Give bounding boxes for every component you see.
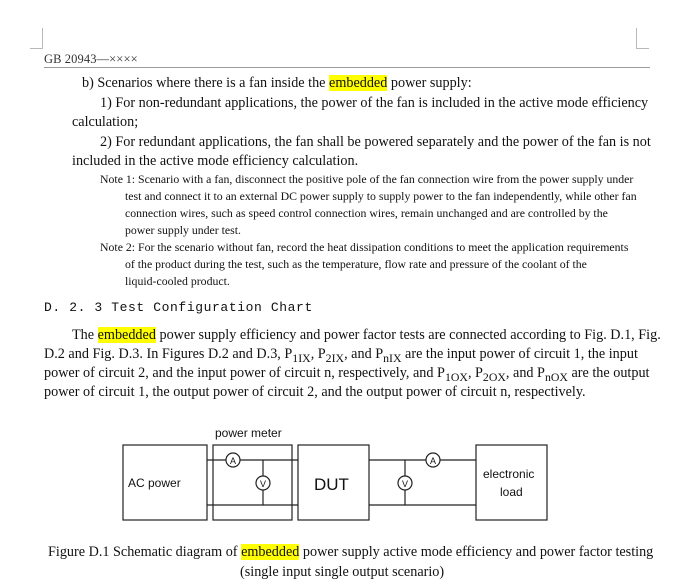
d23-para-line-3: power of circuit 2, and the input power of circuit n, respectively, and $P_{1OX}$, $P_{2OX}$, and $P_{nOX}$ are the output — [44, 365, 650, 384]
search-highlight: embedded — [329, 75, 388, 91]
d23-para-line-4: power of circuit 1, the output power of circuit 2, and the output power of circuit n, respectively. — [44, 384, 586, 400]
output-ammeter-symbol: A — [429, 456, 437, 466]
document-header-id: GB 20943—×××× — [44, 52, 138, 66]
note-2-line-3: liquid-cooled product. — [125, 274, 230, 288]
item-1-line-2: calculation; — [72, 114, 139, 130]
item-2-line-1: 2) For redundant applications, the fan shall be powered separately and the power of the fan is not — [100, 134, 651, 150]
electronic-load-box — [476, 445, 547, 520]
item-1-line-1: 1) For non-redundant applications, the power of the fan is included in the active mode efficiency — [100, 95, 649, 111]
figure-caption-line-2: (single input single output scenario) — [240, 564, 445, 580]
d23-para-line-1: The embedded power supply efficiency and power factor tests are connected according to Fig. D.1, Fig. — [72, 327, 661, 343]
note-2-line-2: of the product during the test, such as the temperature, flow rate and pressure of the coolant of the — [125, 257, 587, 271]
item-2-line-2: included in the active mode efficiency calculation. — [72, 153, 359, 169]
power-meter-box — [213, 445, 292, 520]
ac-power-label: AC power — [128, 476, 181, 490]
search-highlight: embedded — [241, 544, 300, 560]
power-meter-label: power meter — [215, 426, 282, 440]
d23-para-line-2: D.2 and Fig. D.3. In Figures D.2 and D.3, $P_{1IX}$, $P_{2IX}$, and $P_{nIX}$ are the input power of circuit 1, the input — [44, 346, 638, 365]
input-ammeter-symbol: A — [229, 456, 237, 466]
output-voltmeter-symbol: V — [401, 479, 409, 489]
load-label-line-1: electronic — [483, 467, 535, 481]
section-b-heading: b) Scenarios where there is a fan inside the embedded power supply: — [82, 75, 472, 91]
load-label-line-2: load — [500, 485, 523, 499]
note-1-line-2: test and connect it to an external DC power supply to supply power to the fan independently, while other fan — [125, 189, 637, 203]
note-1-line-4: power supply under test. — [125, 223, 241, 237]
note-1-line-1: Note 1: Scenario with a fan, disconnect the positive pole of the fan connection wire from the power supply under — [100, 172, 634, 186]
figure-caption-line-1: Figure D.1 Schematic diagram of embedded power supply active mode efficiency and power factor testing — [48, 544, 654, 560]
dut-label: DUT — [314, 475, 349, 494]
note-1-line-3: connection wires, such as speed control connection wires, remain unchanged and are controlled by the — [125, 206, 608, 220]
search-highlight: embedded — [97, 327, 156, 343]
section-d23-heading: D. 2. 3 Test Configuration Chart — [44, 300, 313, 315]
note-2-line-1: Note 2: For the scenario without fan, record the heat dissipation conditions to meet the application requirements — [100, 240, 629, 254]
input-voltmeter-symbol: V — [259, 479, 267, 489]
